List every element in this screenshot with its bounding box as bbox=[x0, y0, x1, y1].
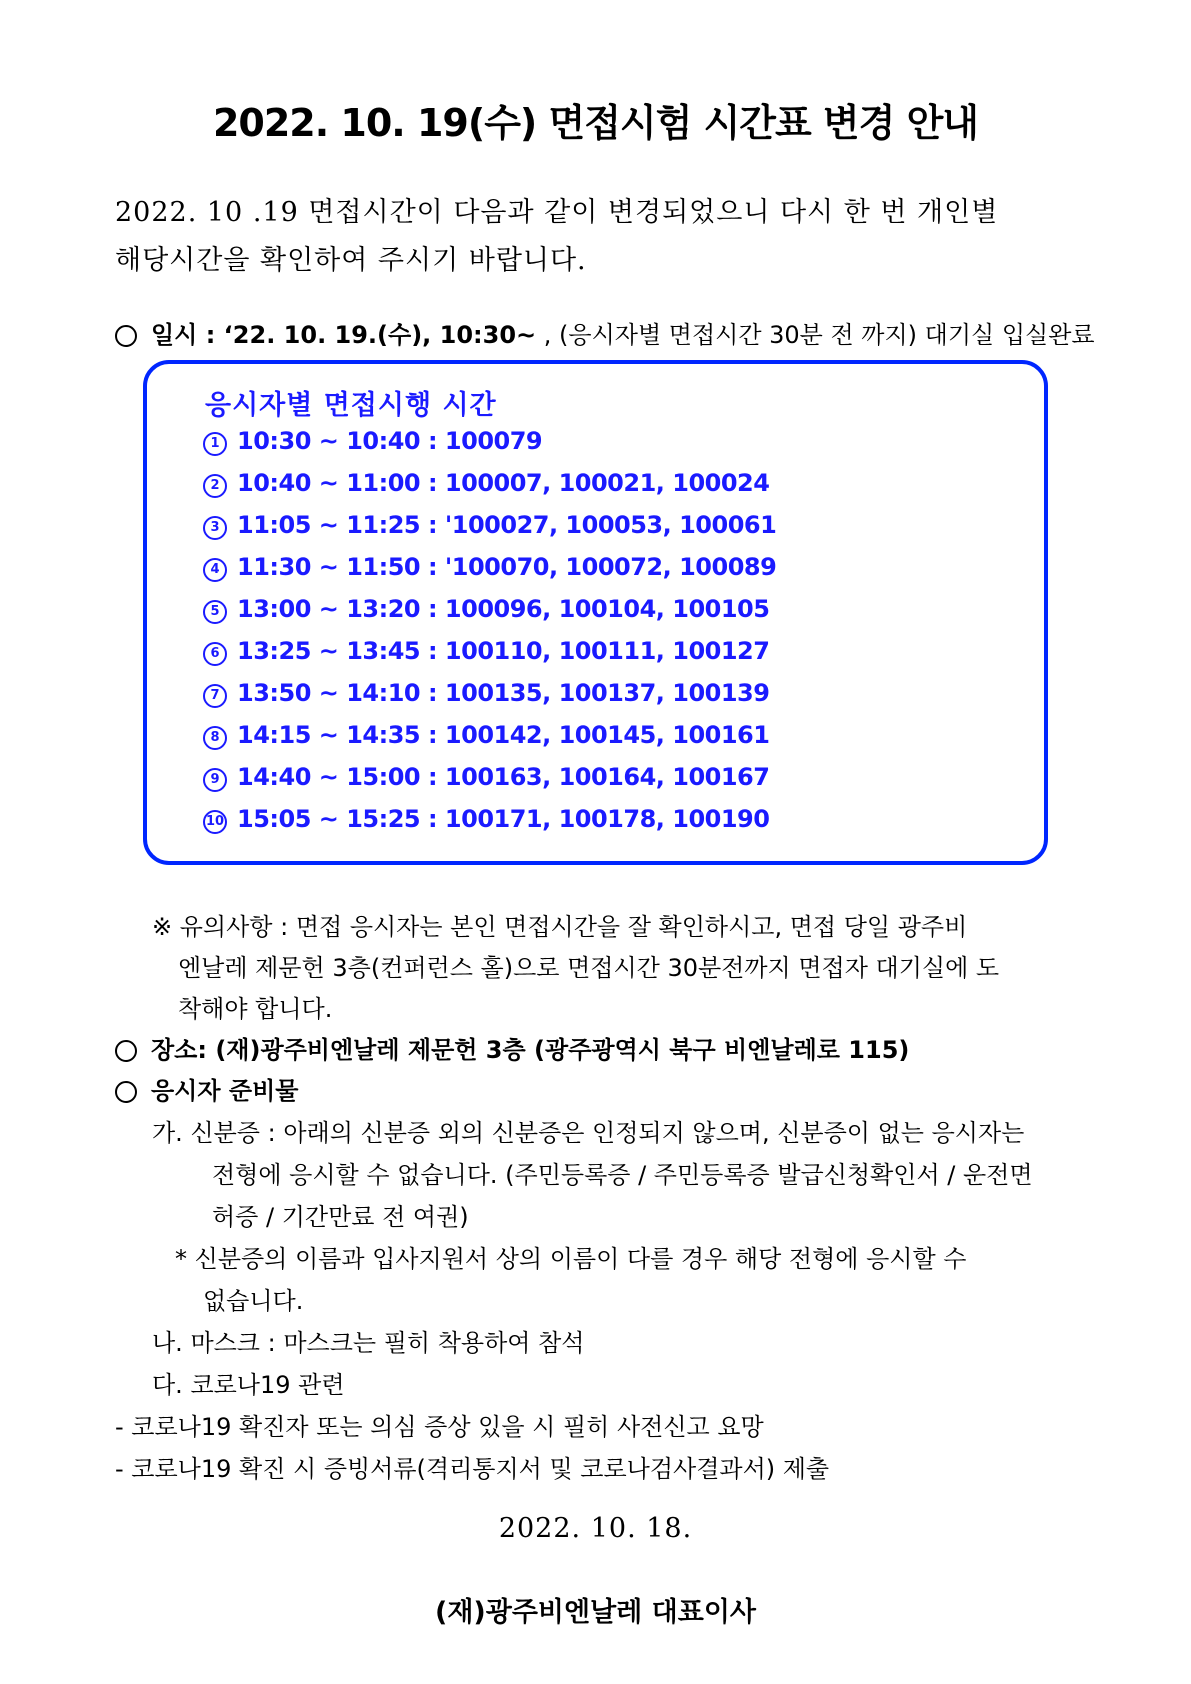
sign-date: 2022. 10. 18. bbox=[498, 1513, 693, 1544]
covid-dash-line-1: - 코로나19 확진자 또는 의심 증상 있을 시 필히 사전신고 요망 bbox=[115, 1413, 764, 1441]
prep-mask-line: 나. 마스크 : 마스크는 필히 착용하여 참석 bbox=[152, 1329, 585, 1357]
schedule-row-text: 10:40 ~ 11:00 : 100007, 100021, 100024 bbox=[237, 469, 770, 497]
circled-number-icon: 9 bbox=[203, 768, 227, 792]
schedule-row-text: 13:25 ~ 13:45 : 100110, 100111, 100127 bbox=[237, 637, 770, 665]
page-title: 2022. 10. 19(수) 면접시험 시간표 변경 안내 bbox=[212, 101, 978, 145]
schedule-row bbox=[203, 511, 776, 540]
schedule-row bbox=[203, 679, 769, 708]
schedule-row-text: 15:05 ~ 15:25 : 100171, 100178, 100190 bbox=[237, 805, 770, 833]
prep-id-line-1: 가. 신분증 : 아래의 신분증 외의 신분증은 인정되지 않으며, 신분증이 없는 응시자는 bbox=[152, 1119, 1025, 1147]
circled-number-icon: 5 bbox=[203, 600, 227, 624]
notice-line-3: 착해야 합니다. bbox=[178, 995, 333, 1023]
schedule-row bbox=[203, 763, 769, 792]
signer: (재)광주비엔날레 대표이사 bbox=[435, 1597, 756, 1628]
notice-line-1: ※ 유의사항 : 면접 응시자는 본인 면접시간을 잘 확인하시고, 면접 당일 광주비 bbox=[152, 913, 968, 941]
circled-number-icon: 1 bbox=[203, 432, 227, 456]
prep-covid-line: 다. 코로나19 관련 bbox=[152, 1371, 345, 1399]
circle-bullet-icon bbox=[115, 1040, 137, 1062]
circled-number-icon: 4 bbox=[203, 558, 227, 582]
circled-number-icon: 3 bbox=[203, 516, 227, 540]
circled-number-icon: 6 bbox=[203, 642, 227, 666]
prep-id-line-3: 허증 / 기간만료 전 여권) bbox=[212, 1203, 469, 1231]
circle-bullet-icon bbox=[115, 1081, 137, 1103]
schedule-row-text: 13:00 ~ 13:20 : 100096, 100104, 100105 bbox=[237, 595, 770, 623]
schedule-row bbox=[203, 637, 769, 666]
prep-item-text: 응시자 준비물 bbox=[151, 1077, 299, 1105]
prep-id-note-line-2: 없습니다. bbox=[203, 1287, 304, 1315]
intro-line-2: 해당시간을 확인하여 주시기 바랍니다. bbox=[115, 245, 587, 276]
circled-number-icon: 7 bbox=[203, 684, 227, 708]
circled-number-icon: 8 bbox=[203, 726, 227, 750]
schedule-row bbox=[203, 469, 769, 498]
prep-id-note-line-1: * 신분증의 이름과 입사지원서 상의 이름이 다를 경우 해당 전형에 응시할 수 bbox=[175, 1245, 967, 1273]
prep-id-line-2: 전형에 응시할 수 없습니다. (주민등록증 / 주민등록증 발급신청확인서 / 운전면 bbox=[212, 1161, 1033, 1189]
schedule-row-text: 14:15 ~ 14:35 : 100142, 100145, 100161 bbox=[237, 721, 770, 749]
schedule-row-text: 13:50 ~ 14:10 : 100135, 100137, 100139 bbox=[237, 679, 770, 707]
schedule-row-text: 10:30 ~ 10:40 : 100079 bbox=[237, 427, 543, 455]
schedule-row-text: 11:05 ~ 11:25 : '100027, 100053, 100061 bbox=[237, 511, 777, 539]
schedule-row-text: 14:40 ~ 15:00 : 100163, 100164, 100167 bbox=[237, 763, 770, 791]
circle-bullet-icon bbox=[115, 325, 137, 347]
intro-line-1: 2022. 10 .19 면접시간이 다음과 같이 변경되었으니 다시 한 번 개인별 bbox=[115, 197, 999, 228]
covid-dash-line-2: - 코로나19 확진 시 증빙서류(격리통지서 및 코로나검사결과서) 제출 bbox=[115, 1455, 830, 1483]
date-item-label: 일시 : ‘22. 10. 19.(수), 10:30~ bbox=[151, 321, 537, 349]
place-item-text: 장소: (재)광주비엔날레 제문헌 3층 (광주광역시 북구 비엔날레로 115) bbox=[151, 1036, 910, 1064]
prep-item bbox=[115, 1071, 298, 1106]
schedule-row bbox=[203, 553, 776, 582]
circled-number-icon: 10 bbox=[203, 810, 227, 834]
schedule-row-text: 11:30 ~ 11:50 : '100070, 100072, 100089 bbox=[237, 553, 777, 581]
schedule-row bbox=[203, 595, 769, 624]
circled-number-icon: 2 bbox=[203, 474, 227, 498]
notice-line-2: 엔날레 제문헌 3층(컨퍼런스 홀)으로 면접시간 30분전까지 면접자 대기실에 도 bbox=[178, 954, 1000, 982]
schedule-row bbox=[203, 805, 769, 834]
schedule-row bbox=[203, 721, 769, 750]
schedule-title: 응시자별 면접시행 시간 bbox=[205, 390, 497, 421]
date-item-detail: , (응시자별 면접시간 30분 전 까지) 대기실 입실완료 bbox=[536, 321, 1095, 349]
schedule-row bbox=[203, 427, 542, 456]
date-item bbox=[115, 315, 1095, 350]
place-item bbox=[115, 1030, 909, 1065]
